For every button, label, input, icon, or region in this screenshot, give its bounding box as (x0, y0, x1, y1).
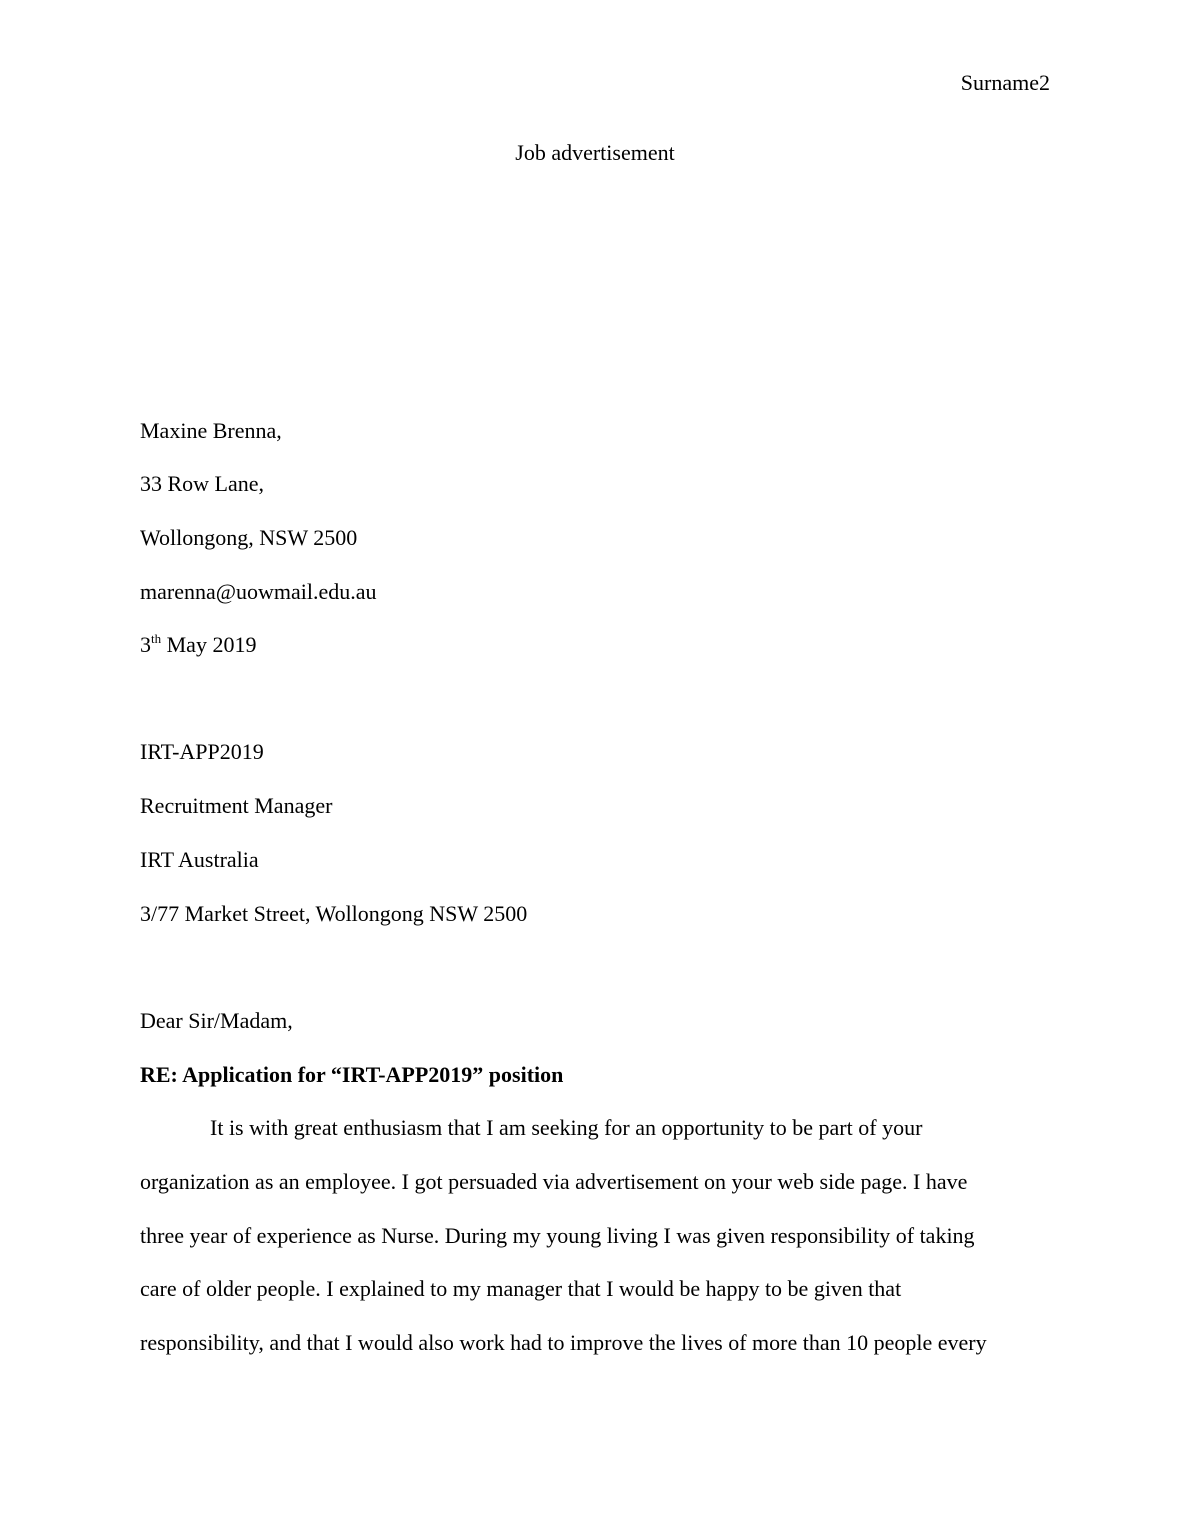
recipient-role: Recruitment Manager (140, 793, 333, 818)
recipient-organization: IRT Australia (140, 847, 259, 872)
date-ordinal-suffix: th (151, 631, 162, 646)
document-title: Job advertisement (515, 140, 675, 165)
sender-street: 33 Row Lane, (140, 471, 265, 496)
job-reference: IRT-APP2019 (140, 739, 264, 764)
body-line: organization as an employee. I got persuaded via advertisement on your web side page. I have (140, 1169, 968, 1194)
body-line: three year of experience as Nurse. During my young living I was given responsibility of taking (140, 1223, 975, 1248)
date-day: 3 (140, 632, 151, 657)
date-month-year: May 2019 (161, 632, 257, 657)
letter-date (140, 631, 257, 657)
recipient-address: 3/77 Market Street, Wollongong NSW 2500 (140, 901, 528, 926)
body-line: responsibility, and that I would also work had to improve the lives of more than 10 people every (140, 1330, 987, 1355)
sender-name: Maxine Brenna, (140, 418, 282, 443)
body-line: It is with great enthusiasm that I am seeking for an opportunity to be part of your (210, 1115, 923, 1140)
subject-line: RE: Application for “IRT-APP2019” position (140, 1062, 564, 1087)
running-head: Surname2 (960, 70, 1050, 95)
sender-city: Wollongong, NSW 2500 (140, 525, 358, 550)
salutation: Dear Sir/Madam, (140, 1008, 293, 1033)
body-line: care of older people. I explained to my manager that I would be happy to be given that (140, 1276, 902, 1301)
sender-email: marenna@uowmail.edu.au (140, 579, 377, 604)
